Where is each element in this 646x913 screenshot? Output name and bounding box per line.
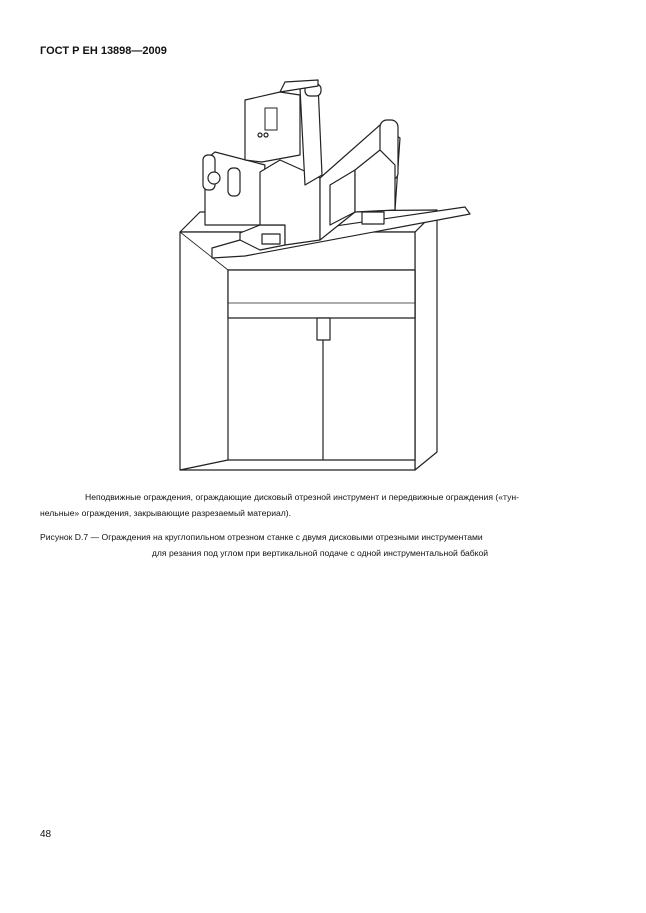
cabinet-side	[415, 210, 437, 470]
document-header: ГОСТ Р ЕН 13898—2009	[40, 45, 167, 57]
drawer	[228, 270, 415, 318]
figure-description	[40, 489, 600, 521]
door-handle	[317, 318, 330, 340]
description-line-1: Неподвижные ограждения, ограждающие дисковый отрезной инструмент и передвижные ограждения («тун-	[85, 492, 519, 502]
page-number: 48	[40, 829, 52, 840]
figure-caption-line-2: для резания под углом при вертикальной подаче с одной инструментальной бабкой	[151, 548, 489, 558]
description-line-2: нельные» ограждения, закрывающие разрезаемый материал).	[40, 508, 292, 518]
figure-caption-line-1: Рисунок D.7 — Ограждения на круглопильном отрезном станке с двумя дисковыми отрезными инструментами	[40, 532, 483, 542]
